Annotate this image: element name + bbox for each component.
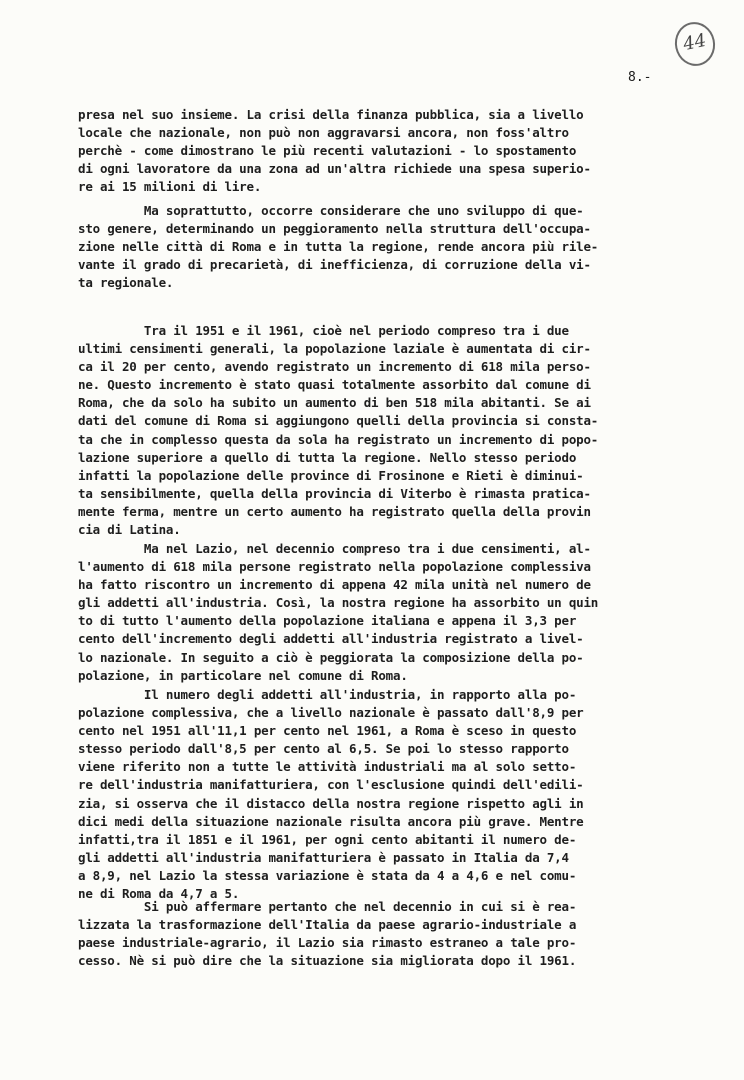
paragraph-2: Ma soprattutto, occorre considerare che uno sviluppo di que- sto genere, determinando un peggioramento nella struttura dell'occupa- zione nelle città di Roma e in tutta la regione, rende ancora più rile- vante il grado di precarietà, di inefficienza, di corruzione della vi- ta regionale.: [78, 203, 599, 291]
paragraph-5: Il numero degli addetti all'industria, in rapporto alla po- polazione complessiva, che a livello nazionale è passato dall'8,9 per cento nel 1951 all'11,1 per cento nel 1961, a Roma è sceso in questo stesso periodo dall'8,5 per cento al 6,5. Se poi lo stesso rapporto viene riferito non a tutte le attività industriali ma al solo setto- re dell'industria manifatturiera, con l'esclusione quindi dell'edili- zia, si osserva che il distacco della nostra regione rispetto agli in dici medi della situazione nazionale risulta ancora più grave. Mentre infatti,tra il 1851 e il 1961, per ogni cento abitanti il numero de- gli addetti all'industria manifatturiera è passato in Italia da 7,4 a 8,9, nel Lazio la stessa variazione è stata da 4 a 4,6 e nel comu- ne di Roma da 4,7 a 5.: [78, 687, 584, 902]
paragraph-3: Tra il 1951 e il 1961, cioè nel periodo compreso tra i due ultimi censimenti generali, la popolazione laziale è aumentata di cir- ca il 20 per cento, avendo registrato un incremento di 618 mila perso- ne. Questo incremento è stato quasi totalmente assorbito dal comune di Roma, che da solo ha subito un aumento di ben 518 mila abitanti. Se ai dati del comune di Roma si aggiungono quelli della provincia si consta- ta che in complesso questa da sola ha registrato un incremento di popo- lazione superiore a quello di tutta la regione. Nello stesso periodo infatti la popolazione delle province di Frosinone e Rieti è diminui- ta sensibilmente, quella della provincia di Viterbo è rimasta pratica- mente ferma, mentre un certo aumento ha registrato quella della provin cia di Latina.: [78, 323, 599, 538]
paragraph-6: Si può affermare pertanto che nel decennio in cui si è rea- lizzata la trasformazione dell'Italia da paese agrario-industriale a paese industriale-agrario, il Lazio sia rimasto estraneo a tale pro- cesso. Nè si può dire che la situazione sia migliorata dopo il 1961.: [78, 899, 577, 969]
paragraph-1: presa nel suo insieme. La crisi della finanza pubblica, sia a livello locale che nazionale, non può non aggravarsi ancora, non foss'altro perchè - come dimostrano le più recenti valutazioni - lo spostamento di ogni lavoratore da una zona ad un'altra richiede una spesa superio- re ai 15 milioni di lire.: [78, 107, 591, 195]
paragraph-4: Ma nel Lazio, nel decennio compreso tra i due censimenti, al- l'aumento di 618 mila persone registrato nella popolazione complessiva ha fatto riscontro un incremento di appena 42 mila unità nel numero de gli addetti all'industria. Così, la nostra regione ha assorbito un quin to di tutto l'aumento della popolazione italiana e appena il 3,3 per cento dell'incremento degli addetti all'industria registrato a livel- lo nazionale. In seguito a ciò è peggiorata la composizione della po- polazione, in particolare nel comune di Roma.: [78, 541, 599, 683]
handwritten-page-stamp: 44: [671, 18, 719, 69]
page-number: 8.-: [628, 70, 652, 85]
